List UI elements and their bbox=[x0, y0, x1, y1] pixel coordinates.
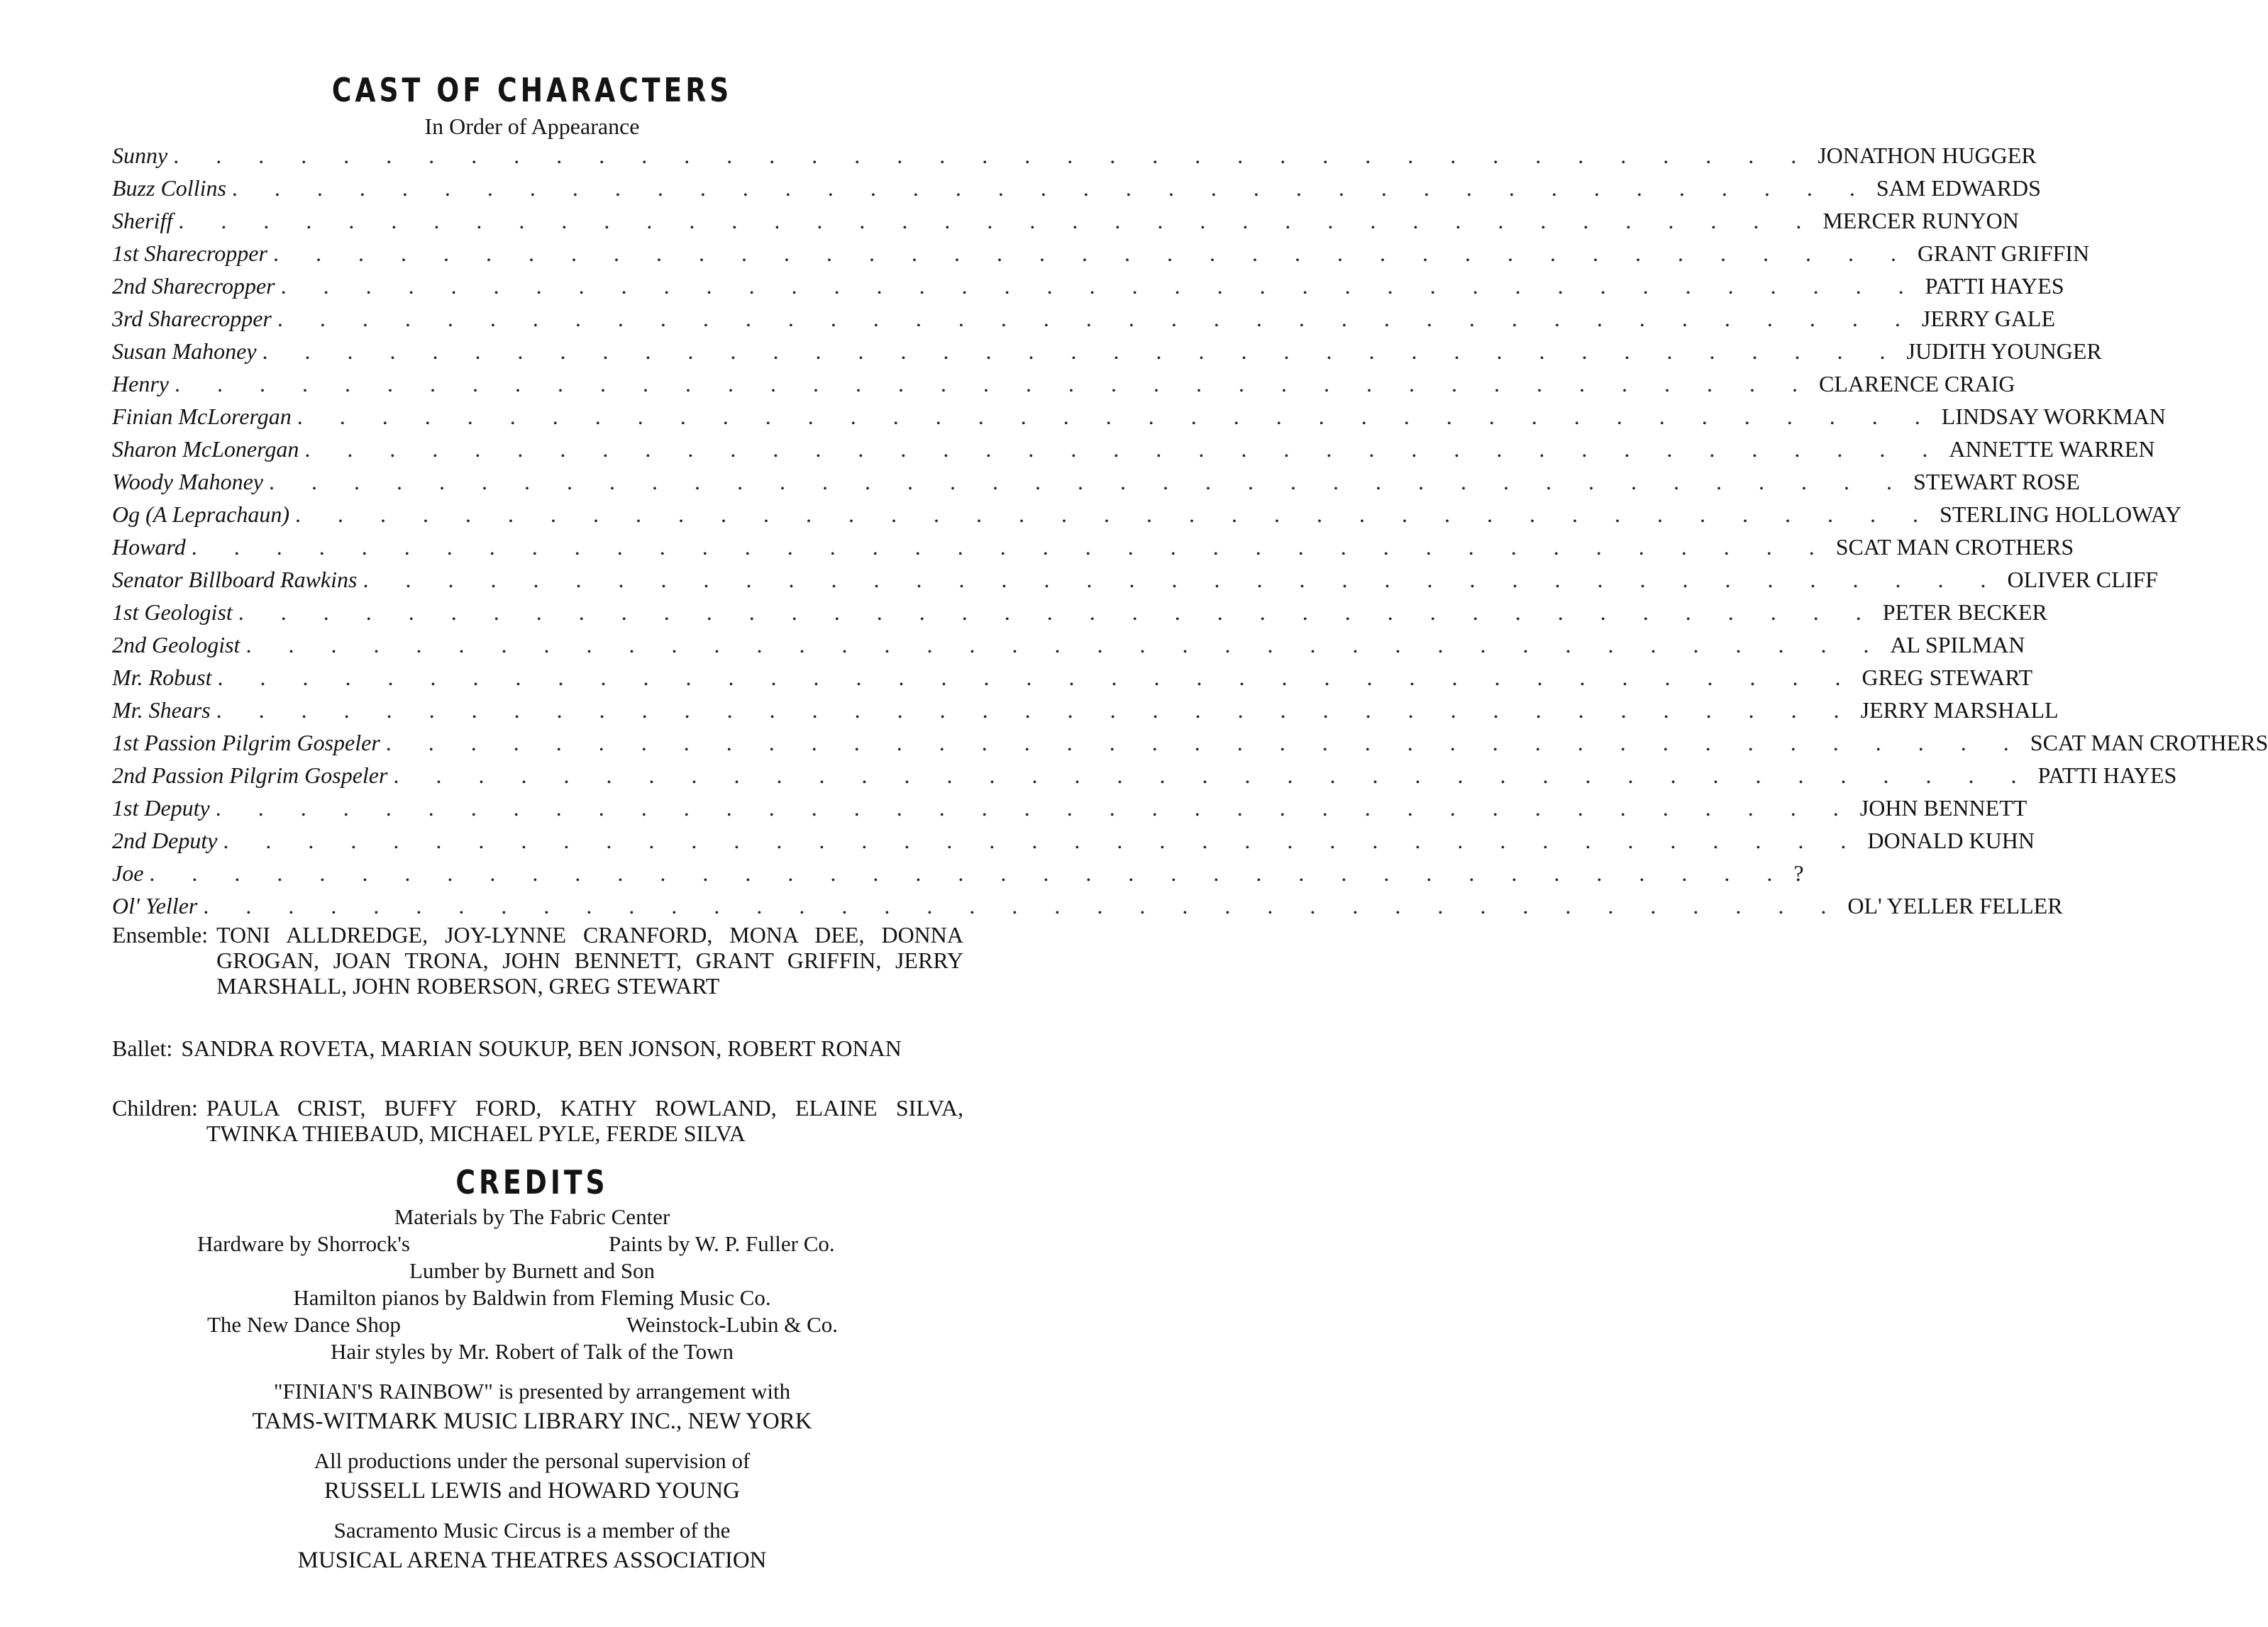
supervision-line: All productions under the personal supervision of bbox=[314, 1448, 751, 1473]
role-name: Susan Mahoney bbox=[112, 338, 257, 364]
dot-leader: . . . . . . . . . . . . . . . . . . . . . . . . . . . . . . . . . . . . . . . bbox=[245, 632, 1885, 657]
role-name: Henry bbox=[112, 371, 169, 396]
role-name: 3rd Sharecropper bbox=[112, 306, 272, 331]
role-name: 2nd Geologist bbox=[112, 632, 240, 657]
dot-leader: . . . . . . . . . . . . . . . . . . . . . . . . . . . . . . . . . . . . . . . bbox=[295, 501, 1935, 527]
cast-row bbox=[112, 889, 2063, 922]
actor-name: MERCER RUNYON bbox=[1822, 208, 2019, 233]
cast-row bbox=[112, 628, 2025, 661]
cast-row bbox=[112, 498, 2182, 531]
role-name: Mr. Robust bbox=[112, 665, 212, 690]
cast-row bbox=[112, 726, 2268, 759]
ensemble-names: TONI ALLDREDGE, JOY-LYNNE CRANFORD, MONA DEE, DONNA GROGAN, JOAN TRONA, JOHN BENNETT, GRANT GRIFFIN, JERRY MARSHALL, JOHN ROBERSON, GREG STEWART bbox=[216, 922, 963, 999]
dot-leader: . . . . . . . . . . . . . . . . . . . . . . . . . . . . . . . . . . . . . . . bbox=[223, 828, 1862, 853]
dot-leader: . . . . . . . . . . . . . . . . . . . . . . . . . . . . . . . . . . . . . . . bbox=[215, 795, 1854, 821]
dot-leader: . . . . . . . . . . . . . . . . . . . . . . . . . . . . . . . . . . . . . . . bbox=[174, 371, 1813, 396]
dot-leader: . . . . . . . . . . . . . . . . . . . . . . . . . . . . . . . . . . . . . . . bbox=[173, 143, 1813, 168]
tams-line: TAMS-WITMARK MUSIC LIBRARY INC., NEW YORK bbox=[252, 1409, 812, 1434]
cast-heading: CAST OF CHARACTERS bbox=[331, 71, 733, 109]
cast-row bbox=[112, 694, 2059, 726]
association-line: MUSICAL ARENA THEATRES ASSOCIATION bbox=[297, 1548, 767, 1573]
credit-pianos: Hamilton pianos by Baldwin from Fleming Music Co. bbox=[293, 1285, 771, 1310]
producers-line: RUSSELL LEWIS and HOWARD YOUNG bbox=[323, 1478, 740, 1504]
dot-leader: . . . . . . . . . . . . . . . . . . . . . . . . . . . . . . . . . . . . . . . bbox=[191, 534, 1830, 560]
role-name: Og (A Leprachaun) bbox=[112, 501, 290, 527]
actor-name: ANNETTE WARREN bbox=[1949, 436, 2155, 462]
role-name: Woody Mahoney bbox=[112, 469, 263, 494]
cast-row bbox=[112, 237, 2090, 270]
ballet-block bbox=[112, 1035, 963, 1061]
role-name: 2nd Deputy bbox=[112, 828, 218, 853]
role-name: 1st Sharecropper bbox=[112, 240, 267, 266]
ensemble-label: Ensemble: bbox=[112, 922, 209, 948]
cast-row bbox=[112, 433, 2155, 465]
cast-row bbox=[112, 465, 2080, 498]
actor-name: JUDITH YOUNGER bbox=[1906, 338, 2102, 364]
actor-name: JERRY MARSHALL bbox=[1860, 697, 2059, 723]
cast-row bbox=[112, 857, 1804, 889]
dot-leader: . . . . . . . . . . . . . . . . . . . . . . . . . . . . . . . . . . . . . . . bbox=[231, 175, 1871, 201]
dot-leader: . . . . . . . . . . . . . . . . . . . . . . . . . . . . . . . . . . . . . . . bbox=[203, 893, 1842, 918]
actor-name: GREG STEWART bbox=[1862, 665, 2033, 690]
role-name: Sharon McLonergan bbox=[112, 436, 299, 462]
actor-name: PATTI HAYES bbox=[1925, 273, 2064, 299]
dot-leader: . . . . . . . . . . . . . . . . . . . . . . . . . . . . . . . . . . . . . . . bbox=[216, 697, 1855, 723]
actor-name: ? bbox=[1793, 860, 1804, 886]
credit-materials: Materials by The Fabric Center bbox=[394, 1204, 670, 1229]
credit-dance-shop: The New Dance Shop bbox=[207, 1312, 401, 1337]
credit-lumber: Lumber by Burnett and Son bbox=[409, 1258, 655, 1283]
role-name: 1st Passion Pilgrim Gospeler bbox=[112, 730, 380, 755]
ballet-names: SANDRA ROVETA, MARIAN SOUKUP, BEN JONSON, ROBERT RONAN bbox=[181, 1035, 902, 1061]
dot-leader: . . . . . . . . . . . . . . . . . . . . . . . . . . . . . . . . . . . . . . . bbox=[277, 306, 1916, 331]
role-name: Buzz Collins bbox=[112, 175, 226, 201]
actor-name: GRANT GRIFFIN bbox=[1917, 240, 2090, 266]
children-block bbox=[112, 1095, 963, 1146]
dot-leader: . . . . . . . . . . . . . . . . . . . . . . . . . . . . . . . . . . . . . . . bbox=[268, 469, 1908, 494]
cast-row bbox=[112, 367, 2015, 400]
actor-name: DONALD KUHN bbox=[1867, 828, 2035, 853]
cast-subheading: In Order of Appearance bbox=[424, 113, 640, 139]
role-name: 2nd Sharecropper bbox=[112, 273, 275, 299]
children-names: PAULA CRIST, BUFFY FORD, KATHY ROWLAND, ELAINE SILVA, TWINKA THIEBAUD, MICHAEL PYLE, FERDE SILVA bbox=[206, 1095, 963, 1146]
role-name: 2nd Passion Pilgrim Gospeler bbox=[112, 762, 388, 788]
dot-leader: . . . . . . . . . . . . . . . . . . . . . . . . . . . . . . . . . . . . . . . bbox=[385, 730, 2025, 755]
cast-row bbox=[112, 302, 2056, 335]
member-line: Sacramento Music Circus is a member of the bbox=[333, 1518, 731, 1543]
cast-row bbox=[112, 792, 2028, 824]
dot-leader: . . . . . . . . . . . . . . . . . . . . . . . . . . . . . . . . . . . . . . . bbox=[297, 404, 1936, 429]
role-name: Joe bbox=[112, 860, 144, 886]
credit-paints: Paints by W. P. Fuller Co. bbox=[609, 1231, 835, 1256]
actor-name: JOHN BENNETT bbox=[1859, 795, 2028, 821]
credit-hair: Hair styles by Mr. Robert of Talk of the Town bbox=[331, 1339, 734, 1364]
actor-name: AL SPILMAN bbox=[1890, 632, 2025, 657]
cast-row bbox=[112, 824, 2035, 857]
dot-leader: . . . . . . . . . . . . . . . . . . . . . . . . . . . . . . . . . . . . . . . bbox=[272, 240, 1912, 266]
dot-leader: . . . . . . . . . . . . . . . . . . . . . . . . . . . . . . . . . . . . . . . bbox=[280, 273, 1920, 299]
actor-name: OLIVER CLIFF bbox=[2007, 567, 2158, 592]
actor-name: SAM EDWARDS bbox=[1876, 175, 2041, 201]
cast-row bbox=[112, 204, 2019, 237]
cast-row bbox=[112, 531, 2074, 563]
cast-row bbox=[112, 139, 2037, 172]
children-label: Children: bbox=[112, 1095, 198, 1121]
actor-name: PETER BECKER bbox=[1882, 599, 2047, 625]
actor-name: STERLING HOLLOWAY bbox=[1940, 501, 2182, 527]
dot-leader: . . . . . . . . . . . . . . . . . . . . . . . . . . . . . . . . . . . . . . . bbox=[363, 567, 2002, 592]
credits-heading: CREDITS bbox=[455, 1163, 609, 1201]
actor-name: SCAT MAN CROTHERS bbox=[1835, 534, 2074, 560]
role-name: Sheriff bbox=[112, 208, 173, 233]
dot-leader: . . . . . . . . . . . . . . . . . . . . . . . . . . . . . . . . . . . . . . . bbox=[178, 208, 1818, 233]
role-name: 1st Geologist bbox=[112, 599, 233, 625]
credit-weinstock: Weinstock-Lubin & Co. bbox=[626, 1312, 838, 1337]
role-name: Senator Billboard Rawkins bbox=[112, 567, 358, 592]
cast-row bbox=[112, 661, 2033, 694]
role-name: Finian McLorergan bbox=[112, 404, 292, 429]
cast-row bbox=[112, 172, 2041, 204]
cast-row bbox=[112, 400, 2166, 433]
role-name: Sunny bbox=[112, 143, 168, 168]
dot-leader: . . . . . . . . . . . . . . . . . . . . . . . . . . . . . . . . . . . . . . . bbox=[217, 665, 1857, 690]
actor-name: CLARENCE CRAIG bbox=[1818, 371, 2015, 396]
actor-name: JERRY GALE bbox=[1921, 306, 2056, 331]
presented-line: "FINIAN'S RAINBOW" is presented by arrangement with bbox=[273, 1379, 791, 1404]
ballet-label: Ballet: bbox=[112, 1035, 173, 1061]
credit-hardware: Hardware by Shorrock's bbox=[197, 1231, 410, 1256]
actor-name: SCAT MAN CROTHERS bbox=[2030, 730, 2268, 755]
cast-list bbox=[112, 139, 2268, 922]
actor-name: OL' YELLER FELLER bbox=[1847, 893, 2063, 918]
actor-name: JONATHON HUGGER bbox=[1818, 143, 2037, 168]
dot-leader: . . . . . . . . . . . . . . . . . . . . . . . . . . . . . . . . . . . . . . . bbox=[304, 436, 1944, 462]
role-name: Mr. Shears bbox=[112, 697, 211, 723]
role-name: 1st Deputy bbox=[112, 795, 210, 821]
ensemble-block bbox=[112, 922, 963, 999]
dot-leader: . . . . . . . . . . . . . . . . . . . . . . . . . . . . . . . . . . . . . . . bbox=[149, 860, 1788, 886]
role-name: Howard bbox=[112, 534, 186, 560]
dot-leader: . . . . . . . . . . . . . . . . . . . . . . . . . . . . . . . . . . . . . . . bbox=[393, 762, 2032, 788]
cast-row bbox=[112, 563, 2158, 596]
dot-leader: . . . . . . . . . . . . . . . . . . . . . . . . . . . . . . . . . . . . . . . bbox=[262, 338, 1901, 364]
cast-row bbox=[112, 759, 2177, 792]
actor-name: PATTI HAYES bbox=[2037, 762, 2177, 788]
cast-row bbox=[112, 596, 2047, 628]
dot-leader: . . . . . . . . . . . . . . . . . . . . . . . . . . . . . . . . . . . . . . . bbox=[238, 599, 1877, 625]
role-name: Ol' Yeller bbox=[112, 893, 198, 918]
cast-row bbox=[112, 270, 2064, 302]
actor-name: LINDSAY WORKMAN bbox=[1941, 404, 2166, 429]
cast-row bbox=[112, 335, 2102, 367]
actor-name: STEWART ROSE bbox=[1913, 469, 2080, 494]
